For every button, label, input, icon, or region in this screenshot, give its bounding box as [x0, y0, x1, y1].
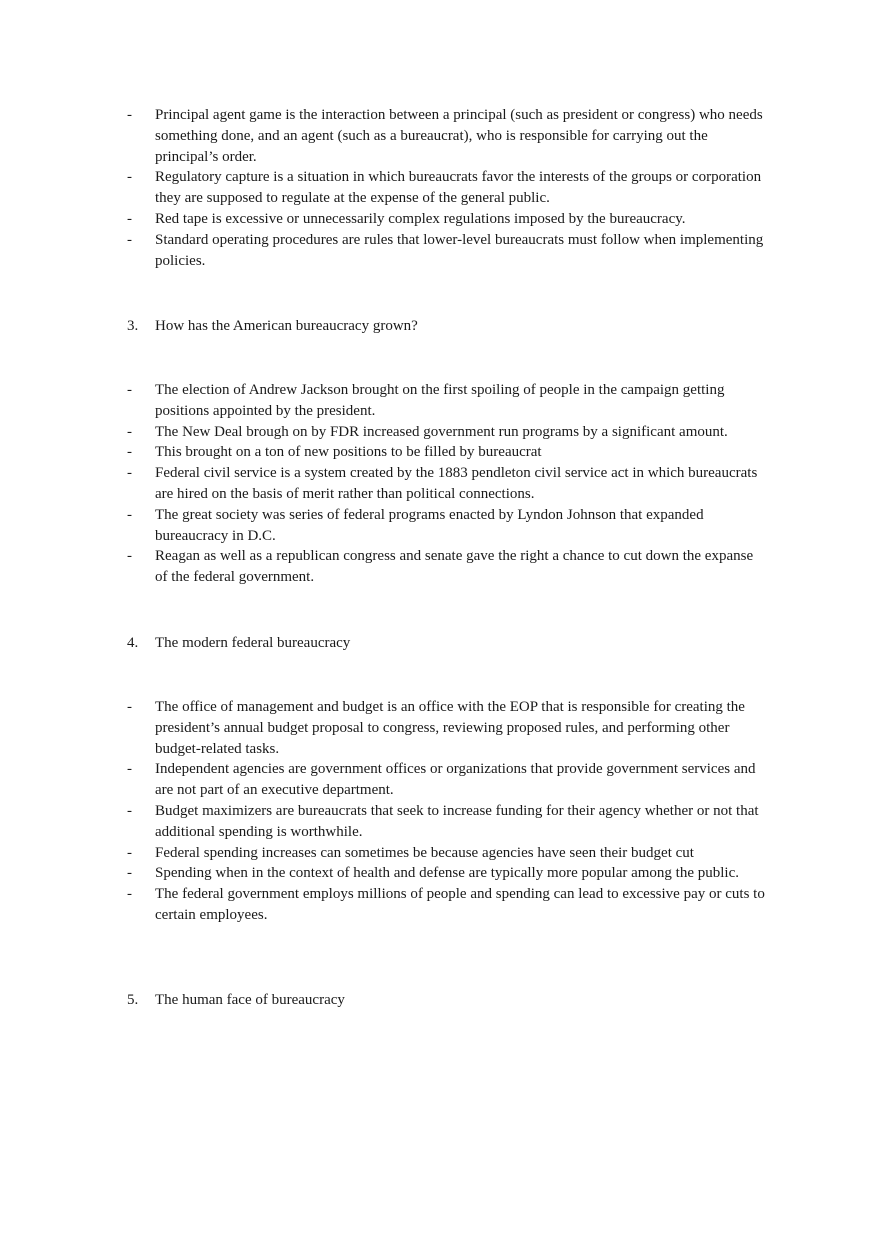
bullet-text: Reagan as well as a republican congress and senate gave the right a chance to cut down the expanse of the federal government. [155, 548, 754, 586]
section-heading-3 [127, 316, 418, 337]
bullet-text: Spending when in the context of health and defense are typically more popular among the public. [155, 865, 739, 882]
bullet-marker: - [127, 169, 132, 186]
bullet-marker: - [127, 444, 132, 461]
section-heading-5 [127, 990, 345, 1011]
list-item [127, 167, 767, 209]
bullet-text: This brought on a ton of new positions to be filled by bureaucrat [155, 444, 542, 461]
bullet-marker: - [127, 423, 132, 440]
list-item [127, 801, 767, 843]
list-item [127, 380, 767, 422]
bullet-text: The election of Andrew Jackson brought on the first spoiling of people in the campaign getting positions appointed by the president. [155, 382, 725, 419]
bullet-text: Federal spending increases can sometimes be because agencies have seen their budget cut [155, 844, 694, 861]
bullet-text: Federal civil service is a system created by the 1883 pendleton civil service act in which bureaucrats are hired on the basis of merit rather than political connections. [155, 465, 758, 502]
bullet-marker: - [127, 210, 132, 227]
section-number: 5. [127, 992, 139, 1008]
bullet-marker: - [127, 844, 132, 861]
list-item [127, 463, 767, 505]
list-item [127, 105, 767, 167]
bullet-marker: - [127, 548, 132, 565]
list-item [127, 209, 767, 230]
list-item [127, 422, 767, 443]
bullet-text: Standard operating procedures are rules that lower-level bureaucrats must follow when implementing policies. [155, 231, 764, 269]
bullet-marker: - [127, 699, 132, 715]
list-item [127, 863, 767, 884]
section-number: 4. [127, 635, 139, 651]
list-item [127, 884, 767, 926]
bullet-marker: - [127, 107, 132, 123]
bullet-text: The New Deal brough on by FDR increased government run programs by a significant amount. [155, 423, 728, 440]
bullet-text: Independent agencies are government offices or organizations that provide government services and are not part of an executive department. [155, 761, 756, 799]
section-title: The human face of bureaucracy [155, 992, 345, 1008]
bullet-marker: - [127, 506, 132, 523]
bullet-text: Red tape is excessive or unnecessarily complex regulations imposed by the bureaucracy. [155, 210, 686, 227]
bullet-marker: - [127, 761, 132, 778]
bullet-text: Budget maximizers are bureaucrats that seek to increase funding for their agency whether or not that additional spending is worthwhile. [155, 802, 759, 840]
list-item [127, 230, 767, 272]
bullet-list-intro [127, 105, 767, 271]
bullet-text: Principal agent game is the interaction between a principal (such as president or congress) who needs something done, and an agent (such as a bureaucrat), who is responsible for carrying out the principal’s order. [155, 107, 763, 165]
list-item [127, 442, 767, 463]
bullet-marker: - [127, 865, 132, 882]
bullet-text: Regulatory capture is a situation in which bureaucrats favor the interests of the groups or corporation they are supposed to regulate at the expense of the general public. [155, 169, 762, 207]
bullet-text: The office of management and budget is an office with the EOP that is responsible for creating the president’s annual budget proposal to congress, reviewing proposed rules, and performing other budget-related tasks. [155, 699, 745, 757]
list-item [127, 546, 767, 588]
list-item [127, 759, 767, 801]
bullet-marker: - [127, 465, 132, 482]
bullet-list-modern [127, 697, 767, 926]
section-title: The modern federal bureaucracy [155, 635, 351, 651]
bullet-list-growth [127, 380, 767, 588]
list-item [127, 843, 767, 864]
bullet-text: The great society was series of federal programs enacted by Lyndon Johnson that expanded bureaucracy in D.C. [155, 506, 704, 544]
bullet-marker: - [127, 886, 132, 903]
section-heading-4 [127, 633, 350, 654]
list-item [127, 505, 767, 547]
list-item [127, 697, 767, 759]
bullet-text: The federal government employs millions of people and spending can lead to excessive pay or cuts to certain employees. [155, 886, 765, 923]
bullet-marker: - [127, 231, 132, 248]
section-number: 3. [127, 318, 139, 334]
section-title: How has the American bureaucracy grown? [155, 318, 418, 334]
bullet-marker: - [127, 802, 132, 819]
bullet-marker: - [127, 382, 132, 398]
